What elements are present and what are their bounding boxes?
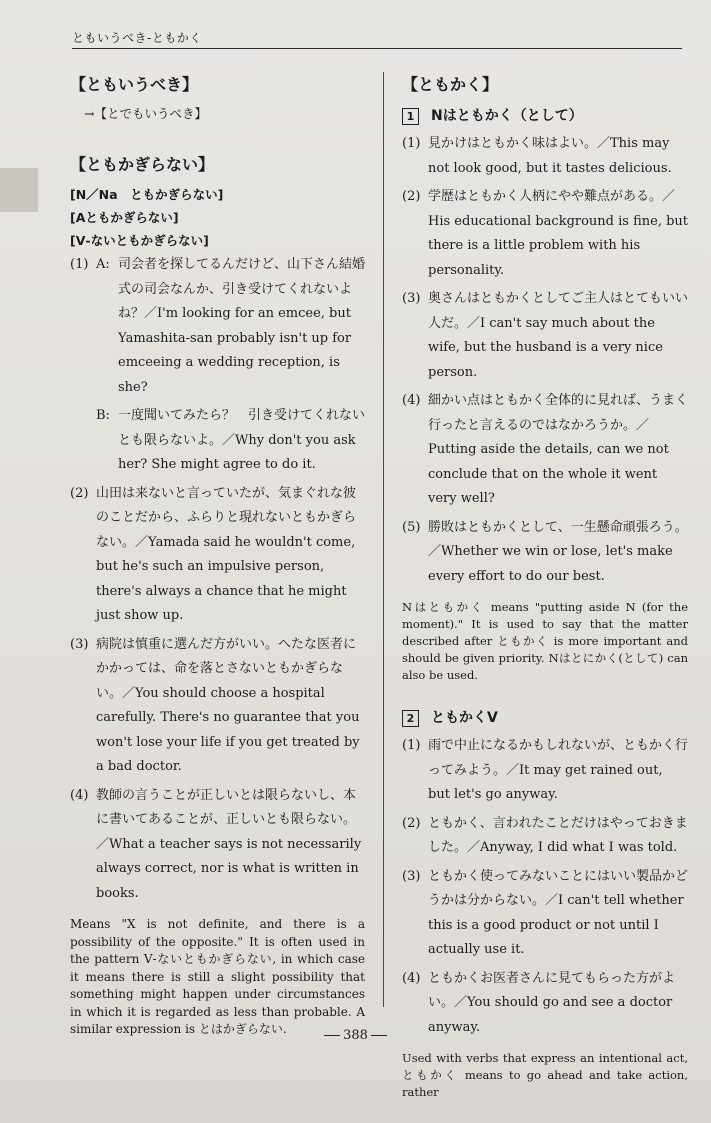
cross-reference: →【とでもいうべき】	[84, 106, 207, 121]
example-text: 見かけはともかく味はよい。／This may not look good, but it tastes delicious.	[428, 136, 672, 176]
example-number: (4)	[402, 970, 421, 986]
pattern-line: [N／Na ともかぎらない]	[70, 187, 224, 202]
example-item	[70, 633, 365, 780]
margin-tab	[0, 168, 38, 212]
example-text: 細かい点はともかく全体的に見れば、うまく行ったと言えるのではなかろうか。／Putting aside the details, can we not conclude that on the whole it went very well?	[428, 393, 689, 506]
example-item	[402, 516, 688, 590]
example-item	[96, 404, 365, 478]
example-number: (3)	[70, 636, 89, 652]
entry-heading-tomokaku: 【ともかく】	[402, 75, 499, 94]
example-text: 司会者を探してるんだけど、山下さん結婚式の司会なんか、引き受けてくれないよね？／I'm looking for an emcee, but Yamashita-san probably isn't up for emceeing a wedding reception, is she?	[118, 257, 366, 395]
example-item	[70, 784, 365, 907]
example-text: 山田は来ないと言っていたが、気まぐれな彼のことだから、ふらりと現れないともかぎらない。／Yamada said he wouldn't come, but he's such an impulsive person, there's always a chance that he might just show up.	[96, 485, 357, 623]
example-number: (1)	[402, 738, 421, 753]
example-number: (4)	[402, 393, 421, 408]
example-text: 病院は慎重に選んだ方がいい。へたな医者にかかっては、命を落とさないともかぎらない。／You should choose a hospital carefully. There's no guarantee that you won't lose your life if you get treated by a bad doctor.	[96, 636, 360, 774]
example-item	[402, 185, 688, 283]
example-text: 勝敗はともかくとして、一生懸命頑張ろう。／Whether we win or lose, let's make every effort to do our best.	[428, 519, 688, 584]
left-column	[70, 72, 365, 1039]
example-text: ともかく使ってみないことにはいい製品かどうかは分からない。／I can't tell whether this is a good product or not until I actually use it.	[428, 868, 689, 957]
example-number: (4)	[70, 787, 89, 803]
example-item	[402, 812, 688, 861]
example-item	[402, 734, 688, 808]
example-number: (3)	[402, 291, 421, 306]
example-text: 教師の言うことが正しいとは限らないし、本に書いてあることが、正しいとも限らない。／What a teacher says is not necessarily always correct, nor is what is written in books.	[96, 787, 362, 901]
example-number: (2)	[402, 189, 421, 204]
page-number: 388	[0, 1028, 711, 1043]
usage-note: Means "X is not definite, and there is a possibility of the opposite." It is often used in the pattern V‐ないともかぎらない, in which case it means there is still a slight possibility that something might happen under circumstances in which it is regarded as less than probable. A similar expression is とはかぎらない.	[70, 917, 365, 1036]
example-text: ともかくお医者さんに見てもらった方がよい。／You should go and see a doctor anyway.	[428, 970, 676, 1035]
example-number: (3)	[402, 868, 421, 884]
column-divider	[383, 72, 384, 1007]
example-number: (2)	[402, 815, 421, 831]
right-column	[402, 72, 688, 1123]
example-text: 雨で中止になるかもしれないが、ともかく行ってみよう。／It may get rained out, but let's go anyway.	[428, 738, 689, 802]
example-text: 学歴はともかく人柄にやや難点がある。／His educational background is fine, but there is a little problem with his personality.	[428, 189, 689, 278]
example-text: 奥さんはともかくとしてご主人はとてもいい人だ。／I can't say much about the wife, but the husband is a very nice person.	[428, 291, 689, 380]
speaker-label: B:	[96, 408, 110, 423]
sense-heading-2	[402, 706, 688, 730]
example-number: (1)	[402, 136, 421, 151]
sense-number-box: 1	[402, 108, 419, 125]
sense-title: ともかくV	[431, 710, 498, 726]
entry-heading-tomokagiranai: 【ともかぎらない】	[70, 155, 215, 174]
sense-number-box: 2	[402, 710, 419, 727]
example-item	[402, 865, 688, 963]
example-item	[402, 287, 688, 385]
example-number: (1)	[70, 257, 89, 272]
example-text: ともかく、言われたことだけはやっておきました。／Anyway, I did what I was told.	[428, 815, 688, 855]
header-title: ともいうべき‐ともかく	[72, 31, 202, 45]
sense-title: Nはともかく（として）	[431, 108, 583, 124]
example-number: (2)	[70, 485, 89, 501]
speaker-label: A:	[96, 257, 110, 272]
pattern-line: [V‐ないともかぎらない]	[70, 233, 209, 248]
example-item	[70, 253, 365, 400]
sense-heading-1	[402, 104, 688, 128]
example-item	[402, 132, 688, 181]
example-item	[402, 389, 688, 512]
pattern-line: [Aともかぎらない]	[70, 210, 179, 225]
entry-heading-tomoiubeki: 【ともいうべき】	[70, 75, 199, 94]
example-number: (5)	[402, 519, 421, 535]
usage-note: Used with verbs that express an intentional act, ともかく means to go ahead and take action, rather	[402, 1051, 688, 1099]
usage-note: Nはともかく means "putting aside N (for the moment)." It is used to say that the matter described after ともかく is more important and should be given priority. Nはとにかく(として) can also be used.	[402, 600, 688, 682]
running-header	[72, 26, 682, 49]
example-text: 一度聞いてみたら？ 引き受けてくれないとも限らないよ。／Why don't you ask her? She might agree to do it.	[118, 408, 366, 472]
example-item	[70, 482, 365, 629]
